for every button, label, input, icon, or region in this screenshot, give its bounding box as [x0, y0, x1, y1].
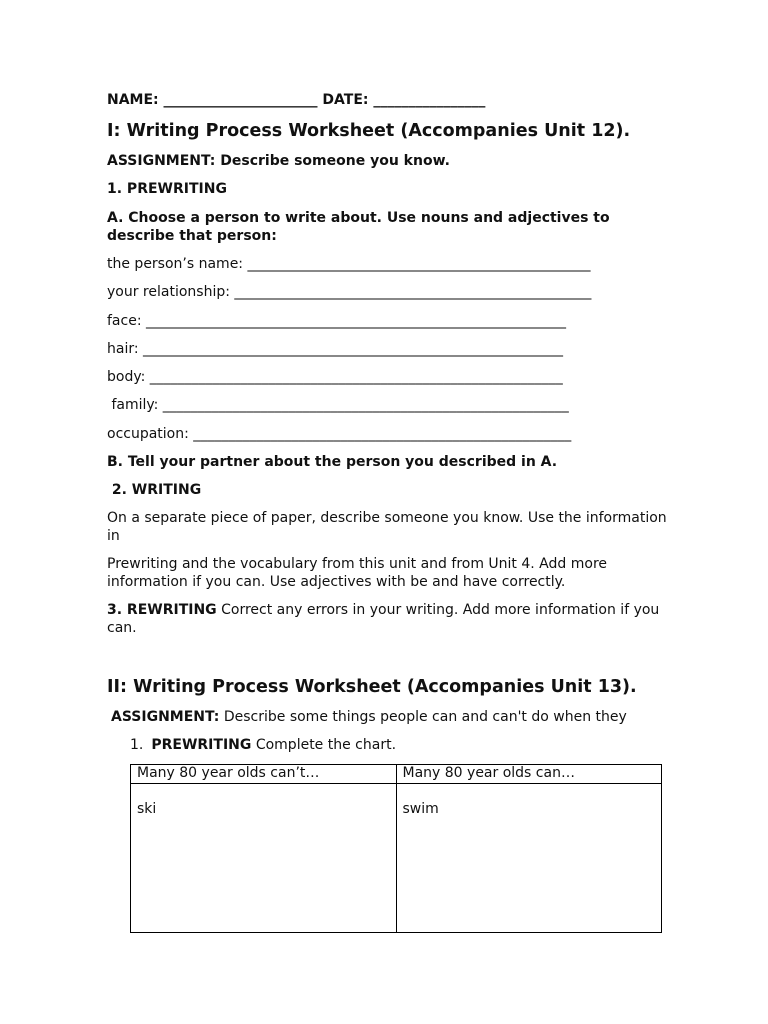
chart-header-cant: Many 80 year olds can’t…: [131, 765, 397, 784]
field-hair: hair: ____________________________________________________________: [107, 341, 564, 357]
part2-prewriting-line: [130, 736, 690, 754]
name-label: NAME:: [107, 92, 159, 108]
name-blank: ______________________: [163, 92, 318, 108]
field-face: face: ____________________________________________________________: [107, 313, 566, 329]
part2-assignment-text: Describe some things people can and can't do when they: [219, 709, 627, 725]
part1-title: I: Writing Process Worksheet (Accompanies Unit 12).: [107, 121, 631, 141]
part2-title: II: Writing Process Worksheet (Accompanies Unit 13).: [107, 677, 637, 697]
chart-header-can: Many 80 year olds can…: [396, 765, 662, 784]
field-family: family: __________________________________________________________: [107, 397, 569, 413]
chart-cell-can[interactable]: swim: [396, 784, 662, 933]
prewriting-heading: 1. PREWRITING: [107, 181, 227, 197]
field-relationship: your relationship: ___________________________________________________: [107, 284, 592, 300]
part2-assignment-label: ASSIGNMENT:: [111, 709, 220, 725]
list-number: 1.: [130, 737, 144, 753]
rewriting-text: Correct any errors in your writing. Add more information if you can.: [107, 602, 660, 636]
writing-text-2: Prewriting and the vocabulary from this unit and from Unit 4. Add more information if you can. Use adjectives with be and have correctly.: [107, 556, 608, 590]
step-b-instruction: B. Tell your partner about the person you described in A.: [107, 454, 558, 470]
part2-prewriting-text: Complete the chart.: [251, 737, 397, 753]
field-person-name: the person’s name: _________________________________________________: [107, 256, 591, 272]
date-label: DATE:: [322, 92, 369, 108]
rewriting-paragraph: [107, 601, 667, 637]
writing-heading: 2. WRITING: [107, 482, 202, 498]
rewriting-label: 3. REWRITING: [107, 602, 217, 618]
chart-cell-cant[interactable]: ski: [131, 784, 397, 933]
part2-assignment: [111, 708, 691, 726]
date-blank: ________________: [373, 92, 486, 108]
name-date-line: [107, 91, 667, 109]
field-occupation: occupation: ______________________________________________________: [107, 426, 572, 442]
part1-assignment: ASSIGNMENT: Describe someone you know.: [107, 153, 450, 169]
part2-prewriting-label: PREWRITING: [151, 737, 252, 753]
step-a-instruction: A. Choose a person to write about. Use nouns and adjectives to describe that person:: [107, 210, 610, 244]
field-body: body: ___________________________________________________________: [107, 369, 563, 385]
comparison-chart: [130, 764, 662, 933]
writing-text-1: On a separate piece of paper, describe someone you know. Use the information in: [107, 510, 667, 544]
